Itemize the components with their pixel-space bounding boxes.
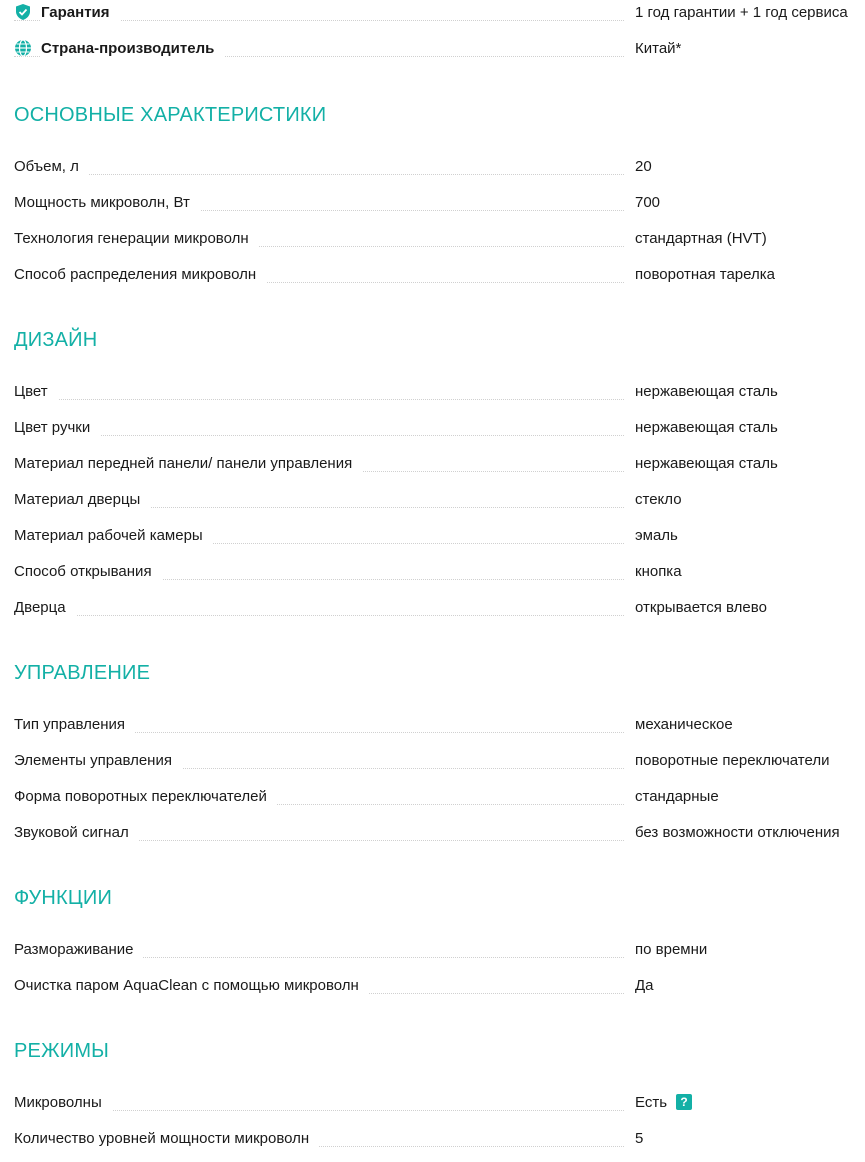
spec-name: Материал рабочей камеры — [14, 527, 213, 544]
spec-row — [0, 1084, 865, 1120]
dotted-leader — [14, 399, 624, 400]
spec-row — [0, 256, 865, 292]
spec-name: Количество уровней мощности микроволн — [14, 1130, 319, 1147]
spec-value: механическое — [635, 715, 733, 733]
spec-row — [0, 967, 865, 1003]
spec-name: Форма поворотных переключателей — [14, 788, 277, 805]
spec-row — [0, 814, 865, 850]
spec-row — [0, 517, 865, 553]
spec-value: 700 — [635, 193, 661, 211]
section-title: ФУНКЦИИ — [14, 886, 113, 909]
spec-row — [0, 481, 865, 517]
dotted-leader — [14, 435, 624, 436]
help-icon[interactable]: ? — [676, 1094, 692, 1110]
section-control — [0, 657, 865, 850]
spec-name: Материал передней панели/ панели управления — [14, 455, 362, 472]
spec-value: поворотная тарелка — [635, 265, 775, 283]
spec-value: нержавеющая сталь — [635, 454, 778, 472]
spec-row-country — [0, 30, 865, 66]
section-main — [0, 99, 865, 292]
spec-row — [0, 931, 865, 967]
spec-value: Есть — [635, 1093, 668, 1111]
spec-name: Дверца — [14, 599, 76, 616]
spec-value: без возможности отключения — [635, 823, 840, 841]
section-title: ОСНОВНЫЕ ХАРАКТЕРИСТИКИ — [14, 103, 327, 126]
section-functions — [0, 882, 865, 1003]
spec-row — [0, 742, 865, 778]
spec-row — [0, 148, 865, 184]
spec-value: нержавеющая сталь — [635, 382, 778, 400]
section-modes — [0, 1035, 865, 1156]
spec-row-warranty — [0, 0, 865, 30]
spec-row — [0, 184, 865, 220]
spec-name: Способ открывания — [14, 563, 162, 580]
section-title: РЕЖИМЫ — [14, 1039, 110, 1062]
spec-value: 5 — [635, 1129, 644, 1147]
spec-value: кнопка — [635, 562, 682, 580]
spec-name: Цвет ручки — [14, 419, 100, 436]
spec-value: Китай* — [635, 39, 682, 57]
spec-name: Материал дверцы — [14, 491, 150, 508]
spec-name: Гарантия — [41, 4, 120, 21]
spec-name: Объем, л — [14, 158, 89, 175]
spec-name: Размораживание — [14, 941, 143, 958]
spec-value: эмаль — [635, 526, 678, 544]
spec-row — [0, 409, 865, 445]
spec-value: 20 — [635, 157, 652, 175]
spec-name: Тип управления — [14, 716, 135, 733]
spec-name: Способ распределения микроволн — [14, 266, 266, 283]
spec-value: по времни — [635, 940, 708, 958]
section-title: ДИЗАЙН — [14, 328, 98, 351]
spec-value: стандартная (HVT) — [635, 229, 767, 247]
spec-name: Страна-производитель — [41, 40, 224, 57]
spec-row — [0, 373, 865, 409]
spec-name: Звуковой сигнал — [14, 824, 139, 841]
section-design — [0, 324, 865, 625]
spec-row — [0, 778, 865, 814]
shield-check-icon — [14, 3, 32, 21]
spec-row — [0, 445, 865, 481]
spec-name: Технология генерации микроволн — [14, 230, 259, 247]
spec-value: 1 год гарантии + 1 год сервиса — [635, 3, 848, 21]
dotted-leader — [14, 174, 624, 175]
spec-name: Микроволны — [14, 1094, 112, 1111]
globe-icon — [14, 39, 32, 57]
spec-row — [0, 553, 865, 589]
spec-value: нержавеющая сталь — [635, 418, 778, 436]
spec-row — [0, 1120, 865, 1156]
spec-value: Да — [635, 976, 654, 994]
spec-value: поворотные переключатели — [635, 751, 830, 769]
spec-value: открывается влево — [635, 598, 767, 616]
top-specs — [0, 0, 865, 66]
spec-name: Мощность микроволн, Вт — [14, 194, 200, 211]
spec-name: Цвет — [14, 383, 58, 400]
spec-value: стекло — [635, 490, 682, 508]
section-title: УПРАВЛЕНИЕ — [14, 661, 151, 684]
dotted-leader — [14, 615, 624, 616]
spec-name: Элементы управления — [14, 752, 182, 769]
spec-name: Очистка паром AquaClean с помощью микроволн — [14, 977, 369, 994]
spec-row — [0, 706, 865, 742]
spec-row — [0, 589, 865, 625]
spec-value: стандарные — [635, 787, 719, 805]
spec-row — [0, 220, 865, 256]
